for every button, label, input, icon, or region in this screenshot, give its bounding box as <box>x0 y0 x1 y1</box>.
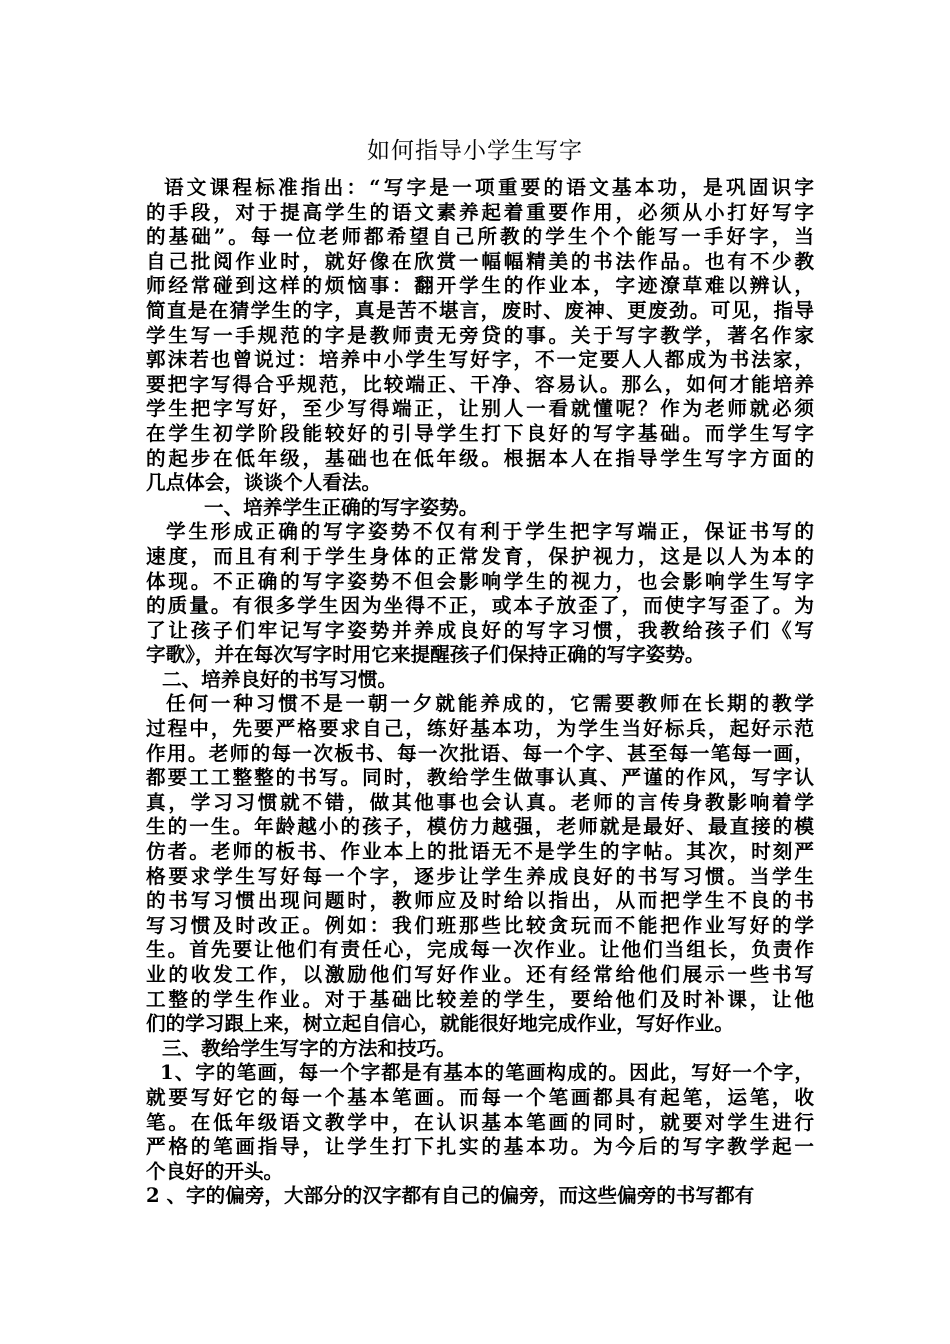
paragraph <box>146 496 814 521</box>
text-line: 语文课程标准指出：“写字是一项重要的语文基本功，是巩固识字 <box>164 176 814 199</box>
text-line: 的基础”。每一位老师都希望自己所教的学生个个能写一手好字，当 <box>146 225 814 249</box>
text-line: 作用。老师的每一次板书、每一次批语、每一个字、甚至每一笔每一画， <box>146 741 814 765</box>
text-line: 体现。不正确的写字姿势不但会影响学生的视力，也会影响学生写字 <box>146 569 814 593</box>
text-line: 仿者。老师的板书、作业本上的批语无不是学生的字帖。其次，时刻严 <box>146 840 814 864</box>
text-line: 在学生初学阶段能较好的引导学生打下良好的写字基础。而学生写字 <box>146 421 814 445</box>
paragraph <box>146 176 814 496</box>
text-line: 学生形成正确的写字姿势不仅有利于学生把字写端正，保证书写的 <box>166 520 814 544</box>
text-line: 就要写好它的每一个基本笔画。而每一个笔画都具有起笔，运笔，收 <box>146 1085 814 1109</box>
text-line: 简直是在猜学生的字，真是苦不堪言，废时、废神、更废劲。可见，指导 <box>146 298 814 322</box>
text-line: 任何一种习惯不是一朝一夕就能养成的，它需要教师在长期的教学 <box>166 692 814 716</box>
text-line: 的质量。有很多学生因为坐得不正，或本子放歪了，而使字写歪了。为 <box>146 594 814 618</box>
text-line: 们的学习跟上来，树立起自信心，就能很好地完成作业，写好作业。 <box>146 1012 734 1036</box>
text-line: 过程中，先要严格要求自己，练好基本功，为学生当好标兵，起好示范 <box>146 717 814 741</box>
text-line: 格要求学生写好每一个字，逐步让学生养成良好的书写习惯。当学生 <box>146 864 814 888</box>
paragraph <box>146 520 814 668</box>
paragraph <box>146 668 814 693</box>
paragraph <box>146 1184 814 1209</box>
text-line: 工整的学生作业。对于基础比较差的学生，要给他们及时补课，让他 <box>146 987 814 1011</box>
text-line: 真，学习习惯就不错，做其他事也会认真。老师的言传身教影响着学 <box>146 790 814 814</box>
text-line: 要把字写得合乎规范，比较端正、干净、容易认。那么，如何才能培养 <box>146 372 814 396</box>
text-line: 学生写一手规范的字是教师责无旁贷的事。关于写字教学，著名作家 <box>146 323 814 347</box>
text-line: 三、教给学生写字的方法和技巧。 <box>162 1036 456 1060</box>
text-line: 的书写习惯出现问题时，教师应及时给以指出，从而把学生不良的书 <box>146 889 814 913</box>
text-line: 的起步在低年级，基础也在低年级。根据本人在指导学生写字方面的 <box>146 446 814 470</box>
text-line: 了让孩子们牢记写字姿势并养成良好的写字习惯，我教给孩子们《写 <box>146 618 814 642</box>
paragraph <box>146 1061 814 1184</box>
document-title: 如何指导小学生写字 <box>367 138 583 164</box>
text-line: 自己批阅作业时，就好像在欣赏一幅幅精美的书法作品。也有不少教 <box>146 249 814 273</box>
text-line: 一、培养学生正确的写字姿势。 <box>204 495 479 519</box>
text-line: 严格的笔画指导，让学生打下扎实的基本功。为今后的写字教学起一 <box>146 1135 814 1159</box>
text-line: 生的一生。年龄越小的孩子，模仿力越强，老师就是最好、最直接的模 <box>146 815 814 839</box>
text-line: 都要工工整整的书写。同时，教给学生做事认真、严谨的作风，写字认 <box>146 766 814 790</box>
text-line: 的手段，对于提高学生的语文素养起着重要作用，必须从小打好写字 <box>146 200 814 224</box>
text-line: 业的收发工作，以激励他们写好作业。还有经常给他们展示一些书写 <box>146 963 814 986</box>
text-line: 生。首先要让他们有责任心，完成每一次作业。让他们当组长，负责作 <box>146 938 814 962</box>
text-line: 笔。在低年级语文教学中，在认识基本笔画的同时，就要对学生进行 <box>146 1110 814 1134</box>
text-line: 二、培养良好的书写习惯。 <box>162 667 398 691</box>
text-line: 个良好的开头。 <box>146 1159 284 1183</box>
text-line: 速度，而且有利于学生身体的正常发育，保护视力，这是以人为本的 <box>146 544 814 568</box>
text-line: 郭沫若也曾说过：培养中小学生写好字，不一定要人人都成为书法家， <box>146 348 814 372</box>
text-line: 写习惯及时改正。例如：我们班那些比较贪玩而不能把作业写好的学 <box>146 913 814 937</box>
text-line: 学生把字写好，至少写得端正，让别人一看就懂呢？作为老师就必须 <box>146 397 814 421</box>
text-line: 几点体会，谈谈个人看法。 <box>146 471 382 495</box>
text-line: 师经常碰到这样的烦恼事：翻开学生的作业本，字迹潦草难以辨认， <box>146 274 814 298</box>
paragraph <box>146 1037 814 1062</box>
text-line: 1、字的笔画，每一个字都是有基本的笔画构成的。因此，写好一个字， <box>160 1061 814 1085</box>
text-line: 2 、字的偏旁，大部分的汉字都有自己的偏旁，而这些偏旁的书写都有 <box>146 1184 755 1208</box>
document-body <box>146 176 814 1209</box>
paragraph <box>146 692 814 1036</box>
text-line: 字歌》，并在每次写字时用它来提醒孩子们保持正确的写字姿势。 <box>146 643 705 667</box>
